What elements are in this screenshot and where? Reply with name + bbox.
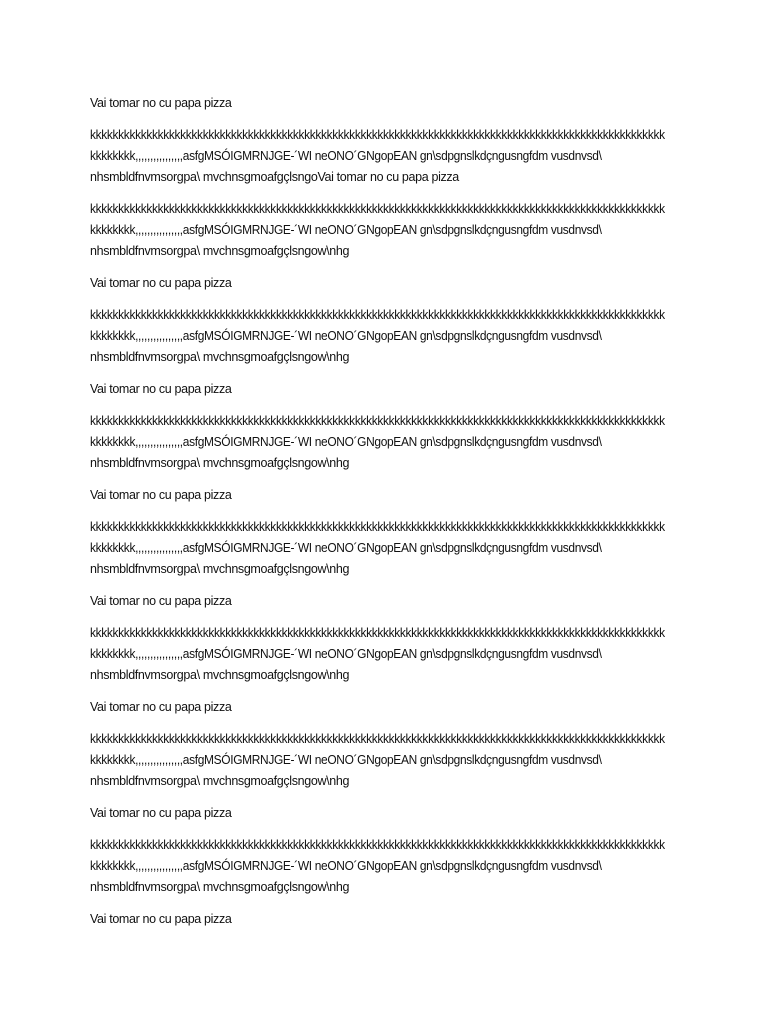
paragraph-line: kkkkkkkk,,,,,,,,,,,,,,,,asfgMSÓIGMRNJGE-´WI neONO´GNgopEAN gn\sdpgnslkdçngusngfdm vusdnvsd\ [90, 859, 602, 873]
heading [90, 803, 690, 824]
paragraph-line: kkkkkkkkkkkkkkkkkkkkkkkkkkkkkkkkkkkkkkkkkkkkkkkkkkkkkkkkkkkkkkkkkkkkkkkkkkkkkkkkkkkkkkkkkkkkkkkkkkkkkk [90, 626, 665, 640]
heading [90, 909, 690, 930]
heading-text: Vai tomar no cu papa pizza [90, 700, 232, 714]
paragraph-line: nhsmbldfnvmsorgpa\ mvchnsgmoafgçlsngow\nhg [90, 668, 350, 682]
paragraph-line: nhsmbldfnvmsorgpa\ mvchnsgmoafgçlsngow\nhg [90, 244, 350, 258]
paragraph-line: nhsmbldfnvmsorgpa\ mvchnsgmoafgçlsngow\nhg [90, 562, 350, 576]
heading-text: Vai tomar no cu papa pizza [90, 96, 232, 110]
heading-text: Vai tomar no cu papa pizza [90, 488, 232, 502]
paragraph-line: kkkkkkkk,,,,,,,,,,,,,,,,asfgMSÓIGMRNJGE-´WI neONO´GNgopEAN gn\sdpgnslkdçngusngfdm vusdnvsd\ [90, 647, 602, 661]
paragraph-line: kkkkkkkkkkkkkkkkkkkkkkkkkkkkkkkkkkkkkkkkkkkkkkkkkkkkkkkkkkkkkkkkkkkkkkkkkkkkkkkkkkkkkkkkkkkkkkkkkkkkkk [90, 202, 665, 216]
paragraph-line: nhsmbldfnvmsorgpa\ mvchnsgmoafgçlsngoVai tomar no cu papa pizza [90, 170, 459, 184]
paragraph [90, 835, 690, 898]
heading [90, 93, 690, 114]
paragraph [90, 729, 690, 792]
heading [90, 379, 690, 400]
paragraph [90, 199, 690, 262]
document-body [90, 93, 690, 941]
paragraph-line: kkkkkkkkkkkkkkkkkkkkkkkkkkkkkkkkkkkkkkkkkkkkkkkkkkkkkkkkkkkkkkkkkkkkkkkkkkkkkkkkkkkkkkkkkkkkkkkkkkkkkk [90, 732, 665, 746]
paragraph-line: kkkkkkkkkkkkkkkkkkkkkkkkkkkkkkkkkkkkkkkkkkkkkkkkkkkkkkkkkkkkkkkkkkkkkkkkkkkkkkkkkkkkkkkkkkkkkkkkkkkkkk [90, 128, 665, 142]
paragraph-line: nhsmbldfnvmsorgpa\ mvchnsgmoafgçlsngow\nhg [90, 880, 350, 894]
heading-text: Vai tomar no cu papa pizza [90, 276, 232, 290]
paragraph-line: nhsmbldfnvmsorgpa\ mvchnsgmoafgçlsngow\nhg [90, 774, 350, 788]
paragraph-line: kkkkkkkkkkkkkkkkkkkkkkkkkkkkkkkkkkkkkkkkkkkkkkkkkkkkkkkkkkkkkkkkkkkkkkkkkkkkkkkkkkkkkkkkkkkkkkkkkkkkkk [90, 838, 665, 852]
heading-text: Vai tomar no cu papa pizza [90, 806, 232, 820]
paragraph-line: kkkkkkkkkkkkkkkkkkkkkkkkkkkkkkkkkkkkkkkkkkkkkkkkkkkkkkkkkkkkkkkkkkkkkkkkkkkkkkkkkkkkkkkkkkkkkkkkkkkkkk [90, 520, 665, 534]
heading-text: Vai tomar no cu papa pizza [90, 382, 232, 396]
paragraph [90, 623, 690, 686]
paragraph-line: kkkkkkkk,,,,,,,,,,,,,,,,asfgMSÓIGMRNJGE-´WI neONO´GNgopEAN gn\sdpgnslkdçngusngfdm vusdnvsd\ [90, 435, 602, 449]
paragraph [90, 411, 690, 474]
paragraph-line: kkkkkkkk,,,,,,,,,,,,,,,,asfgMSÓIGMRNJGE-´WI neONO´GNgopEAN gn\sdpgnslkdçngusngfdm vusdnvsd\ [90, 541, 602, 555]
paragraph-line: nhsmbldfnvmsorgpa\ mvchnsgmoafgçlsngow\nhg [90, 350, 350, 364]
heading [90, 273, 690, 294]
paragraph-line: kkkkkkkk,,,,,,,,,,,,,,,,asfgMSÓIGMRNJGE-´WI neONO´GNgopEAN gn\sdpgnslkdçngusngfdm vusdnvsd\ [90, 753, 602, 767]
paragraph [90, 517, 690, 580]
paragraph [90, 125, 690, 188]
paragraph-line: kkkkkkkk,,,,,,,,,,,,,,,,asfgMSÓIGMRNJGE-´WI neONO´GNgopEAN gn\sdpgnslkdçngusngfdm vusdnvsd\ [90, 329, 602, 343]
heading [90, 591, 690, 612]
heading [90, 697, 690, 718]
paragraph-line: kkkkkkkk,,,,,,,,,,,,,,,,asfgMSÓIGMRNJGE-´WI neONO´GNgopEAN gn\sdpgnslkdçngusngfdm vusdnvsd\ [90, 149, 602, 163]
heading-text: Vai tomar no cu papa pizza [90, 912, 232, 926]
paragraph-line: nhsmbldfnvmsorgpa\ mvchnsgmoafgçlsngow\nhg [90, 456, 350, 470]
heading-text: Vai tomar no cu papa pizza [90, 594, 232, 608]
paragraph-line: kkkkkkkkkkkkkkkkkkkkkkkkkkkkkkkkkkkkkkkkkkkkkkkkkkkkkkkkkkkkkkkkkkkkkkkkkkkkkkkkkkkkkkkkkkkkkkkkkkkkkk [90, 308, 665, 322]
paragraph-line: kkkkkkkkkkkkkkkkkkkkkkkkkkkkkkkkkkkkkkkkkkkkkkkkkkkkkkkkkkkkkkkkkkkkkkkkkkkkkkkkkkkkkkkkkkkkkkkkkkkkkk [90, 414, 665, 428]
paragraph [90, 305, 690, 368]
heading [90, 485, 690, 506]
paragraph-line: kkkkkkkk,,,,,,,,,,,,,,,,asfgMSÓIGMRNJGE-´WI neONO´GNgopEAN gn\sdpgnslkdçngusngfdm vusdnvsd\ [90, 223, 602, 237]
